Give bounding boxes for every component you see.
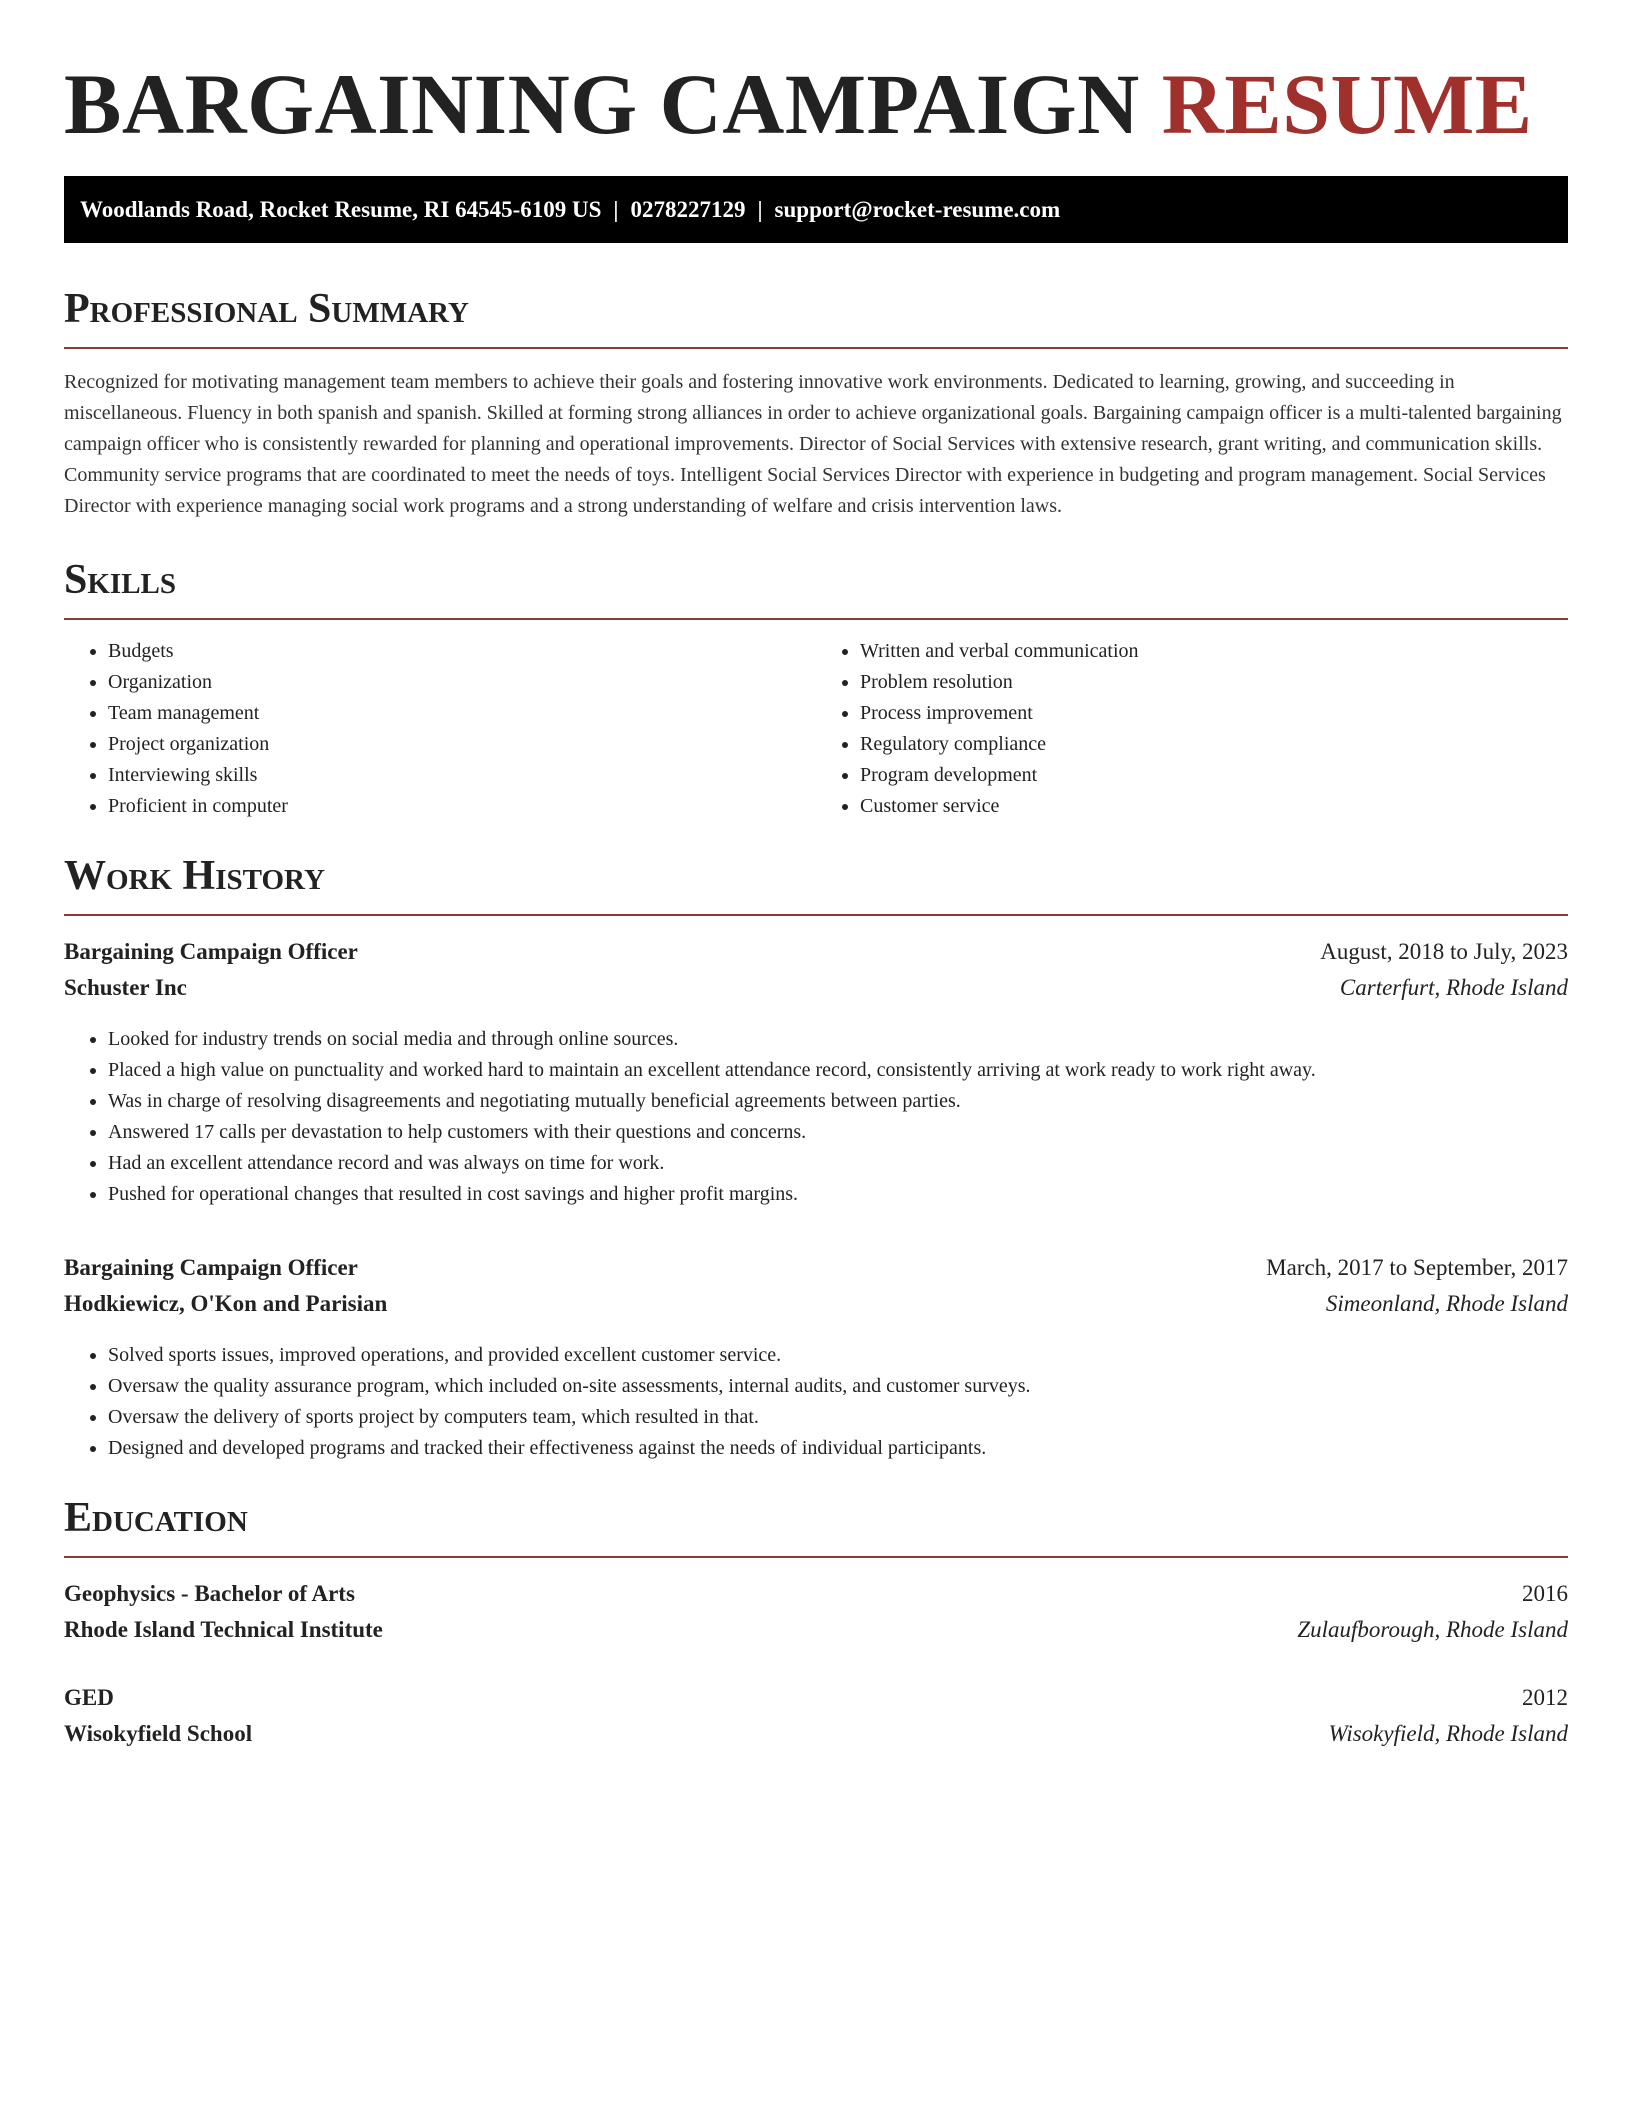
- education-school: Wisokyfield School: [64, 1721, 253, 1746]
- job-dates: August, 2018 to July, 2023: [1320, 939, 1568, 964]
- job-bullet: • Looked for industry trends on social media and through online sources.: [108, 1024, 1568, 1055]
- education-header: [64, 1576, 1568, 1612]
- job-bullets: [64, 1340, 1568, 1464]
- contact-separator: |: [613, 197, 619, 222]
- job-bullet: • Had an excellent attendance record and was always on time for work.: [108, 1148, 1568, 1179]
- job-header: [64, 1250, 1568, 1286]
- job-dates: March, 2017 to September, 2017: [1266, 1255, 1568, 1280]
- section-title: Work History: [64, 853, 325, 899]
- section-divider: [64, 347, 1568, 349]
- education-year: 2012: [1522, 1685, 1568, 1710]
- contact-bar: [64, 176, 1568, 243]
- job-bullet: • Pushed for operational changes that resulted in cost savings and higher profit margins.: [108, 1179, 1568, 1210]
- education-degree: Geophysics - Bachelor of Arts: [64, 1581, 355, 1606]
- skill-item: • Customer service: [860, 791, 1568, 822]
- job-entry: [64, 934, 1568, 1210]
- job-title: Bargaining Campaign Officer: [64, 1255, 358, 1280]
- job-location: Carterfurt, Rhode Island: [1339, 975, 1568, 1000]
- section-divider: [64, 914, 1568, 916]
- section-title: Professional Summary: [64, 286, 469, 332]
- name-accent: RESUME: [1161, 56, 1533, 152]
- job-company: Schuster Inc: [64, 975, 187, 1000]
- skills-column-right: [816, 636, 1568, 822]
- work-history-section: [64, 852, 1568, 1464]
- education-year: 2016: [1522, 1581, 1568, 1606]
- contact-phone: 0278227129: [630, 197, 746, 222]
- education-degree: GED: [64, 1685, 114, 1710]
- contact-address: Woodlands Road, Rocket Resume, RI 64545-6109 US: [80, 197, 602, 222]
- education-header: [64, 1680, 1568, 1716]
- skills-section: [64, 556, 1568, 822]
- skill-item: • Written and verbal communication: [860, 636, 1568, 667]
- skills-list: [64, 636, 1568, 822]
- section-title: Skills: [64, 557, 177, 603]
- education-location: Zulaufborough, Rhode Island: [1297, 1617, 1568, 1642]
- education-entry: [64, 1680, 1568, 1752]
- education-section: [64, 1494, 1568, 1752]
- skill-item: • Project organization: [108, 729, 816, 760]
- section-title: Education: [64, 1495, 248, 1541]
- job-bullet: • Placed a high value on punctuality and worked hard to maintain an excellent attendance record, consistently arriving at work ready to work right away.: [108, 1055, 1568, 1086]
- skill-item: • Program development: [860, 760, 1568, 791]
- job-bullets: [64, 1024, 1568, 1210]
- job-entry: [64, 1250, 1568, 1464]
- education-entry: [64, 1576, 1568, 1648]
- education-school-row: [64, 1612, 1568, 1648]
- job-company-row: [64, 1286, 1568, 1322]
- name-main: BARGAINING CAMPAIGN: [64, 56, 1140, 152]
- skill-item: • Interviewing skills: [108, 760, 816, 791]
- job-company-row: [64, 970, 1568, 1006]
- skill-item: • Team management: [108, 698, 816, 729]
- skill-item: • Budgets: [108, 636, 816, 667]
- skill-item: • Problem resolution: [860, 667, 1568, 698]
- skills-column-left: [64, 636, 816, 822]
- section-divider: [64, 618, 1568, 620]
- skill-item: • Process improvement: [860, 698, 1568, 729]
- education-location: Wisokyfield, Rhode Island: [1328, 1721, 1568, 1746]
- job-bullet: • Oversaw the quality assurance program, which included on-site assessments, internal audits, and customer surveys.: [108, 1371, 1568, 1402]
- job-bullet: • Answered 17 calls per devastation to help customers with their questions and concerns.: [108, 1117, 1568, 1148]
- skill-item: • Proficient in computer: [108, 791, 816, 822]
- job-title: Bargaining Campaign Officer: [64, 939, 358, 964]
- summary-text: Recognized for motivating management team members to achieve their goals and fostering innovative work environments. Dedicated to learning, growing, and succeeding in miscellaneous. Fluency in both spanish and spanish. Skilled at forming strong alliances in order to achieve organizational goals. Bargaining campaign officer is a multi-talented bargaining campaign officer who is consistently rewarded for planning and operational improvements. Director of Social Services with extensive research, grant writing, and communication skills. Community service programs that are coordinated to meet the needs of toys. Intelligent Social Services Director with experience in budgeting and program management. Social Services Director with experience managing social work programs and a strong understanding of welfare and crisis intervention laws.: [64, 371, 1562, 517]
- job-company: Hodkiewicz, O'Kon and Parisian: [64, 1291, 388, 1316]
- contact-separator: |: [757, 197, 763, 222]
- job-bullet: • Designed and developed programs and tracked their effectiveness against the needs of individual participants.: [108, 1433, 1568, 1464]
- summary-section: [64, 285, 1568, 522]
- job-header: [64, 934, 1568, 970]
- skill-item: • Regulatory compliance: [860, 729, 1568, 760]
- education-school: Rhode Island Technical Institute: [64, 1617, 383, 1642]
- resume-name: [64, 54, 1568, 154]
- job-location: Simeonland, Rhode Island: [1325, 1291, 1568, 1316]
- education-school-row: [64, 1716, 1568, 1752]
- job-bullet: • Solved sports issues, improved operations, and provided excellent customer service.: [108, 1340, 1568, 1371]
- section-divider: [64, 1556, 1568, 1558]
- skill-item: • Organization: [108, 667, 816, 698]
- job-bullet: • Oversaw the delivery of sports project by computers team, which resulted in that.: [108, 1402, 1568, 1433]
- job-bullet: • Was in charge of resolving disagreements and negotiating mutually beneficial agreements between parties.: [108, 1086, 1568, 1117]
- contact-email: support@rocket-resume.com: [774, 197, 1061, 222]
